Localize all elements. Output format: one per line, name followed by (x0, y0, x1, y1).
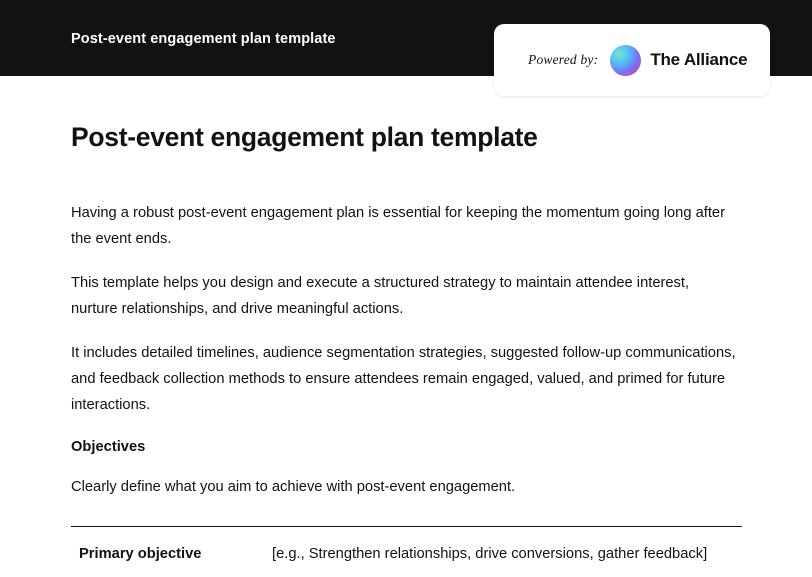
section-heading-objectives: Objectives (71, 439, 741, 455)
app-header (0, 0, 812, 76)
page-title: Post-event engagement plan template (71, 76, 741, 153)
section-intro-text: Clearly define what you aim to achieve with post-event engagement. (71, 474, 736, 500)
gradient-circle-logo-icon (610, 45, 641, 76)
objectives-table (71, 526, 742, 577)
table-row (71, 527, 742, 577)
intro-paragraph-2: This template helps you design and execute a structured strategy to maintain attendee interest, nurture relationships, and drive meaningful actions. (71, 270, 736, 322)
powered-by-label: Powered by: (528, 52, 598, 68)
intro-paragraph-3: It includes detailed timelines, audience segmentation strategies, suggested follow-up communications, and feedback collection methods to ensure attendees remain engaged, valued, and primed for future interactions. (71, 340, 736, 418)
intro-paragraph-1: Having a robust post-event engagement plan is essential for keeping the momentum going long after the event ends. (71, 200, 736, 252)
document-body (0, 76, 812, 577)
table-cell-label: Primary objective (71, 527, 272, 577)
table-cell-value[interactable]: [e.g., Strengthen relationships, drive conversions, gather feedback] (272, 527, 742, 577)
header-title: Post-event engagement plan template (71, 31, 336, 47)
brand-name: The Alliance (650, 50, 747, 70)
brand-lockup (610, 45, 747, 76)
